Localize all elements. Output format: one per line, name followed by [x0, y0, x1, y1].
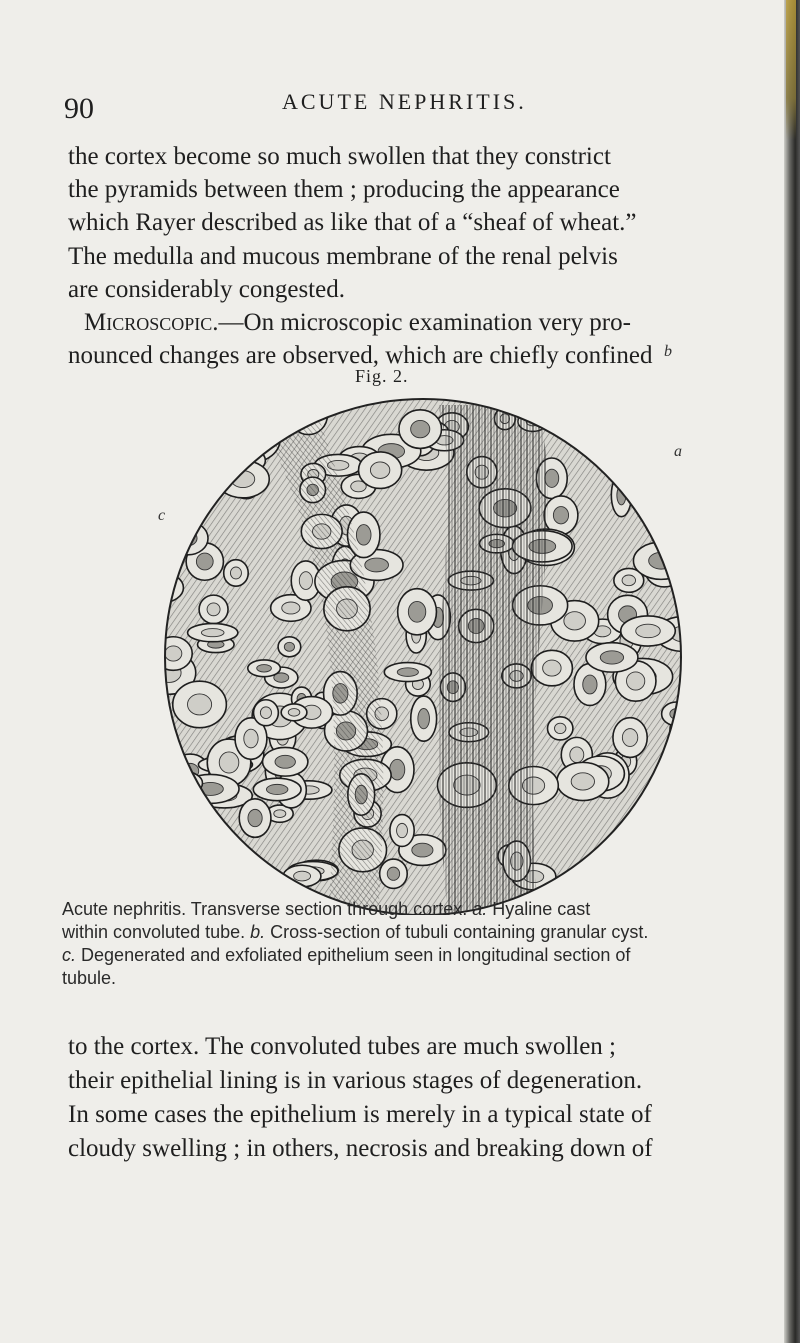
caption-key: a.: [472, 899, 488, 919]
tubule-lumen: [651, 796, 667, 804]
figure-letter-b: b: [664, 343, 672, 360]
tubule-lumen: [198, 429, 214, 446]
tubule-outline: [665, 399, 689, 435]
caption-key: b.: [250, 922, 266, 942]
text-line: the pyramids between them ; producing the appearance: [68, 176, 620, 204]
micrograph-illustration: [118, 395, 728, 915]
caption-text: within convoluted tube.: [62, 922, 246, 942]
caption-text: Hyaline cast: [492, 899, 591, 919]
tubule-outline: [641, 449, 675, 468]
tubule-lumen: [554, 723, 565, 733]
tubule-lumen: [365, 558, 389, 572]
tubule-lumen: [543, 660, 561, 676]
tubule-lumen: [284, 642, 294, 651]
tubule-lumen: [649, 552, 674, 569]
tubule-lumen: [257, 665, 272, 673]
tubule-lumen: [230, 567, 241, 579]
tubule-outline: [668, 521, 690, 562]
tubule-lumen: [248, 809, 262, 826]
tubule-lumen: [564, 612, 586, 630]
tubule-lumen: [583, 675, 597, 694]
tubule-outline: [143, 545, 176, 588]
tubule-lumen: [622, 729, 637, 747]
paragraph-top: [68, 140, 748, 372]
tubule-lumen: [201, 629, 224, 637]
tubule-lumen: [674, 533, 684, 552]
tubule-lumen: [571, 773, 594, 790]
tubule-outline: [677, 410, 698, 433]
tubule-lumen: [627, 672, 645, 690]
tubule-lumen: [260, 707, 271, 719]
tubule-lumen: [165, 646, 182, 661]
tubule-lumen: [230, 872, 240, 891]
tubule-outline: [641, 791, 677, 810]
tubule-outline: [632, 479, 659, 511]
tubule-outline: [641, 787, 698, 810]
page-number: 90: [64, 92, 94, 125]
tubule-lumen: [390, 759, 405, 780]
microscopic-line: [68, 306, 748, 339]
text-line: cloudy swelling ; in others, necrosis and breaking down of: [68, 1135, 653, 1162]
tubule-lumen: [235, 411, 255, 419]
text-line: their epithelial lining is in various stages of degeneration.: [68, 1067, 643, 1094]
paragraph-bottom: [68, 1030, 748, 1166]
tubule-lumen: [275, 755, 295, 768]
tubule-lumen: [219, 752, 239, 773]
tubule-outline: [625, 408, 678, 455]
figure-label: Fig. 2.: [355, 366, 409, 386]
tubule-outline: [198, 459, 219, 499]
text-line: the cortex become so much swollen that they constrict: [68, 143, 611, 170]
tubule-lumen: [356, 525, 371, 545]
tubule-lumen: [370, 462, 389, 478]
tubule-lumen: [553, 507, 568, 524]
tubule-lumen: [650, 454, 665, 462]
running-head: ACUTE NEPHRITIS.: [282, 89, 527, 114]
caption-line: [62, 944, 742, 967]
tubule-lumen: [244, 729, 258, 748]
tubule-lumen: [238, 428, 264, 449]
tubule-outline: [163, 771, 203, 795]
tubule-lumen: [397, 668, 418, 677]
caption-line: tubule.: [62, 968, 117, 988]
text-line: The medulla and mucous membrane of the renal pelvis: [68, 242, 618, 270]
tubule-lumen: [196, 442, 208, 454]
tubule-lumen: [174, 778, 192, 789]
tubule-lumen: [212, 419, 235, 427]
tubule-outline: [149, 461, 182, 493]
tubule-lumen: [670, 709, 683, 720]
tubule-lumen: [188, 694, 212, 715]
tubule-lumen: [408, 601, 425, 622]
tubule-outline: [188, 419, 224, 457]
tubule-lumen: [203, 470, 212, 488]
figure-letter-a: a: [674, 443, 682, 460]
tubule-lumen: [411, 420, 430, 437]
tubule-lumen: [196, 473, 212, 493]
tubule-lumen: [657, 793, 683, 803]
tubule-lumen: [683, 417, 692, 427]
tubule-lumen: [659, 851, 683, 869]
tubule-lumen: [672, 409, 683, 425]
tubule-lumen: [570, 747, 584, 763]
text-line: which Rayer described as like that of a “sheaf of wheat.”: [68, 209, 637, 237]
caption-text: Acute nephritis. Transverse section through cortex.: [62, 899, 468, 919]
text-line: In some cases the epithelium is merely in a typical state of: [68, 1101, 652, 1128]
caption-text: Cross-section of tubuli containing granular cyst.: [270, 922, 649, 942]
tubule-lumen: [152, 581, 172, 595]
tubule-lumen: [152, 557, 167, 576]
tubule-lumen: [387, 867, 399, 880]
tubule-lumen: [266, 784, 287, 794]
tubule-outline: [187, 460, 222, 506]
tubule-lumen: [274, 810, 286, 818]
tubule-lumen: [412, 843, 433, 857]
figure-letter-c: c: [158, 507, 166, 524]
caption-line: [62, 921, 742, 944]
tubule-lumen: [600, 651, 623, 664]
tubule-lumen: [196, 553, 213, 570]
tubule-lumen: [640, 421, 664, 442]
tubule-outline: [224, 861, 247, 903]
tubule-lumen: [300, 406, 317, 424]
tubule-lumen: [397, 823, 408, 837]
tubule-lumen: [288, 709, 300, 717]
tubule-lumen: [570, 884, 581, 898]
tubule-outline: [223, 416, 281, 463]
caption-line: [62, 898, 742, 921]
caption-key: c.: [62, 945, 77, 965]
tubule-lumen: [158, 470, 173, 484]
tubule-lumen: [282, 602, 300, 614]
figure-caption: [62, 898, 742, 990]
tubule-outline: [644, 840, 698, 880]
tubule-lumen: [294, 871, 311, 881]
text-line: nounced changes are observed, which are chiefly confined: [68, 342, 653, 370]
tubule-lumen: [299, 572, 312, 590]
book-edge-gilt: [786, 0, 796, 140]
caption-text: Degenerated and exfoliated epithelium seen in longitudinal section of: [81, 945, 631, 965]
tubule-outline: [198, 414, 250, 431]
tubule-lumen: [622, 575, 635, 586]
text-fragment: —On microscopic examination very pro-: [218, 309, 631, 337]
tubule-lumen: [207, 603, 220, 616]
tubule-lumen: [418, 709, 430, 729]
tubule-outline: [223, 406, 268, 425]
tubule-lumen: [677, 723, 689, 740]
book-edge: [784, 0, 800, 1343]
text-line: are considerably congested.: [68, 275, 345, 303]
tubule-outline: [188, 435, 215, 461]
section-heading: Microscopic.: [84, 309, 219, 337]
tubule-lumen: [640, 488, 652, 503]
text-line: to the cortex. The convoluted tubes are much swollen ;: [68, 1033, 616, 1060]
tubule-lumen: [636, 624, 661, 638]
